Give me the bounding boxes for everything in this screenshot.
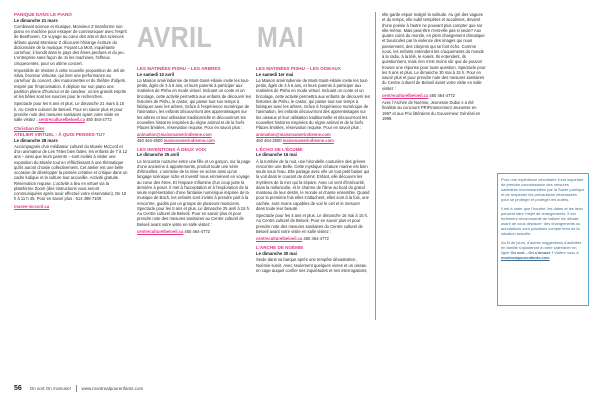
- page-footer: [14, 383, 394, 393]
- event-info: Spectacle pour les 6 ans et plus. Le dimanche 21 mars à 15 h. Au Centre culturel de Beloeil. Pour en savoir plus et pour prendre note des mesures sanitaires ayant votre visite en salle visitez :: [14, 101, 125, 123]
- event-title: L'ÉCHO DE L'ÉCUME: [256, 146, 303, 152]
- event-body: Accompagnés d'un médiateur culturel du Musée McCord et d'un animateur de Les Tétes bien faites, les enfants de 7 à 12 ans – ainsi que leurs parents – sont invités à visiter une exposition du Musée tout en réfléchissant à une thématique qu'ils auront choisie collectivement. Cet atelier est une belle occasion de développer la pensée créative et critique dans un cadre ludique et la culture tout accueillie. Activité gratuite. Réservation requise. L'activité a lieu en virtuel via la plateforme Zoom (des instructions vous seront communiquées après avoir effectué votre réservation). De 10 h à 11 h 45. Pour en savoir plus : 514 398-7100: [14, 143, 128, 202]
- event-body: À la tombée de la nuit, une hirondelle couturière des grèves rencontre une Belle. Cette mystique créature marine est bien seule sous l'eau. Elle partage avec elle un tout petit baiser qui la voit dans le courant de dormir. Enfant, elle découvre les mystères de la mer qui la sépare. Avec un vent d'insécurité, dans la mélancolie, et le charme de l'âme au bord du grand manteau de leur destin, le monde et chante ensemble. Quand pour la première fois elles s'attachent, elles sont à la fois, une cachée, sont moins capables de voir le ciel et le mesurer dans toute leur beauté.: [256, 158, 370, 211]
- event-credit: Avec l'Archée de Noémie, Jeunesse Duboi s a été finaliste au concours PRIFinancement Jeunesse en 1997 et aux Prix littéraires du Gouverneur Général en 1999.: [382, 100, 481, 121]
- event-title-main: ATELIER VIRTUEL : À QUOI PENSES-TU?: [14, 131, 105, 137]
- event-phone: 450 464-2500: [256, 137, 282, 143]
- event-title: LES MATINÉES PISHU – LES ARBRES: [137, 66, 221, 71]
- event-email-link[interactable]: animation@maisonamerindienne.com: [256, 132, 331, 138]
- info-changes: Il est à noter que l'horaire, les dates et les lieux peuvent faire l'objet de changements. Il est fortement recommandé de valider les détails avant de vous déplacer: des changements ou annulations sont possibles compte tenu de la situation actuelle.: [501, 205, 583, 237]
- info-more-text: Au fil de jours, d'autres suggestions d'activités en famille s'ajouteront à notre calendrier en ligne: [501, 240, 582, 256]
- event-body: elle garde espoir malgré la solitude. Au gré des vagues et du temps, elle subit tempêtes et accalmies, devient d'une poésie à l'autre ne pouvant plus compter que sur elle-même. Mais peut-être n'est-elle pas si seule? Aux quatre coins du monde, en plein changement climatique et bouscules par la violence des images qui nous parviennent, des citoyens qui se font écho. Comme nous, les enfants entendent les craquements du monde à la radio, à la télé, le soient. Ils entendent, ils questionnent, mais rien n'est moins sûr que de pouvoir trouver une réponse pour toute question. Spectacle pour les 5 ans et plus. Le dimanche 30 mai à 15 h. Pour en savoir plus et pour prendre note des mesures sanitaires du Centre culturel de Beloeil avant votre visite en salle visitez :: [382, 12, 486, 91]
- event-phone: 450 464-2500: [137, 137, 163, 143]
- event-link[interactable]: maisonamerindienne.com: [163, 137, 215, 143]
- event-phone: 450 464-4772: [303, 236, 329, 242]
- event-link[interactable]: maisonamerindienne.com: [282, 137, 334, 143]
- event-email-link[interactable]: animation@maisonamerindienne.com: [137, 132, 212, 138]
- footer-website[interactable]: www.montrealpourenfants.com: [81, 385, 144, 391]
- column-4: [382, 12, 486, 123]
- column-1: [14, 12, 128, 211]
- event-body: [14, 101, 128, 122]
- event-body: La rencontre nocturne entre une fille et un garçon, sur la page d'une ancienne à appartements, produit toute une série d'étincelles. L'onirisme de la mise en scène ainsi qu'un langage scénique riche et inventif nous emmènent en voyage au cœur des êtres. Et l'espace s'illumine d'un coup juste la dernière à poser. Il met à l'acceptation et à l'exploration de la seule représentation d'une fantaisie numérique inspirée de la musique de Bach, les enfants sont invités à prendre part à la rencontre, guidés par un groupe de plusieurs musiciens. Spectacle pour les 5 ans et plus. Le dimanche 25 avril à 15 h. Au Centre culturel de Beloeil. Pour en savoir plus et pour prendre note des mesures sanitaires au Centre culturel de Beloeil avant votre visite en salle visitez :: [137, 158, 251, 227]
- info-link[interactable]: montrealpourenfants.com: [501, 255, 550, 261]
- month-heading-mai: MAI: [257, 22, 305, 54]
- event-body: Impossible de résister à cette nouvelle proposition de Jeli de Silva, brocteur virtuose, qui livre une performance au carrefour du concert, des marionnettes et du théâtre d'objets. Inspiré par l'improvisation. Il déploie sur son piano une partition pleine d'humour et de candeur, où les grands esprits et les bêtes sont les sources pour le recherches.: [14, 67, 126, 100]
- event-date: Le dimanche 21 mars: [14, 17, 58, 23]
- event-phone: 450 464-4772: [184, 228, 210, 234]
- publication-name: On sort On s'amuse!: [29, 385, 71, 391]
- event-body: Spectacle pour les 4 ans et plus. Le dimanche 16 mai à 15 h. Au Centre culturel de Beloeil. Pour en savoir plus et pour prendre note des mesures sanitaires du Centre culturel de Beloeil avant votre visite en salle visitez :: [256, 213, 369, 234]
- event-date: Le dimanche 28 mars: [14, 137, 58, 143]
- event-date: Le dimanche 25 avril: [137, 152, 180, 158]
- event-link[interactable]: centreculturelbeloeil.ca: [38, 117, 85, 123]
- event-link[interactable]: centreculturelbeloeil.ca: [137, 228, 184, 234]
- event-date: Le dimanche 16 mai: [256, 152, 297, 158]
- event-link[interactable]: centreculturelbeloeil.ca: [256, 236, 303, 242]
- event-date: Le samedi 10 avril: [137, 71, 175, 77]
- info-box: [497, 173, 589, 306]
- event-link[interactable]: musee-mccord.ca: [14, 203, 50, 209]
- event-title: LES MATINÉES PISHU – LES OISEAUX: [256, 66, 341, 71]
- event-subtitle: Christian Dior: [14, 126, 45, 132]
- event-body: La Maison amérindienne de Mont-Saint-Hilaire invite les tout-petits, âgés de 3 à 6 ans, et leurs parents à participer aux matinées de Pishu en mode virtuel. Incluant un conte et un bricolage, cette activité permettra aux enfants de découvrir les histoires de Pishu, le castor, qui passe tout son temps à fabriquer avec les arbres. Grâce à l'expérience numérique de l'animation, les enfants découvriront des apprentissages sur les oiseaux et leur utilisation traditionnelle et découvriront les nouvelles histoires inspirées du règne animal et de la forêt. Places limitées, réservation requise. Pour en savoir plus :: [256, 77, 370, 131]
- info-visit: Visitez nous à: [554, 250, 579, 256]
- column-mai: [256, 66, 370, 275]
- event-link[interactable]: centreculturelbeloeil.ca: [382, 92, 429, 98]
- month-heading-avril: AVRIL: [137, 22, 213, 54]
- event-phone: 450 464-4772: [86, 117, 112, 123]
- event-body: Seule dans sa barque après une tempête dévastatrice, Noémie survit. Avec seulement quelques vivres et un oiseau en cage auquel confier ses inquiétudes et ses interrogations,: [256, 257, 368, 273]
- footer-separator: [76, 385, 77, 392]
- column-avril: [137, 66, 251, 236]
- event-title: [14, 126, 128, 137]
- column-divider: [375, 12, 376, 320]
- event-date: Le samedi 1er mai: [256, 71, 294, 77]
- info-safety: Pour une expérience sécuritaire il est important de prendre connaissance des mesures sanitaires recommandées par la Santé publique et de respecter les précautions nécessaires pour se protéger et protéger les autres.: [501, 177, 585, 203]
- event-body: Combinant science et musique, Monsieur Z transforme son piano en machine pour essayer de communiquer avec l'esprit de Beethoven. Ce voyage au cœur des arts et des sciences débute quand Monsieur Z découvre l'étrange écriture du dictionnaire de la musique. Fuyant La Mort, inquiétante carrefour, il bondit dans le pays des âmes perdues et du jeu. L'entreprise sans façon de Jo les machines, l'affreux cinquecentes, pour un ultime concert.: [14, 23, 127, 66]
- event-date: Le dimanche 30 mai: [256, 251, 297, 257]
- page-number: 56: [14, 384, 22, 392]
- info-more: [501, 240, 585, 260]
- event-title: PANIQUE DANS LE PIANO: [14, 12, 72, 17]
- event-phone: 450 464-4772: [429, 92, 455, 98]
- event-title: L'ARCHE DE NOÉMIE: [256, 245, 304, 251]
- info-brand: On sort…On s'amuse !: [510, 250, 553, 256]
- event-title: LES INVENTIONS À DEUX VOIX: [137, 146, 207, 152]
- event-body: La Maison amérindienne de Mont-Saint-Hilaire invite les tout-petits, âgés de 3 à 6 ans, et leurs parents à participer aux matinées de Pishu en mode virtuel. Incluant un conte et un bricolage, cette activité permettra aux enfants de découvrir les histoires de Pishu, le castor, qui passe tout son temps à fabriquer avec les arbres. Grâce à l'expérience numérique de l'animation, les enfants découvriront des apprentissages sur les arbres et leur utilisation traditionnelle et découvriront les nouvelles histoires inspirées du règne animal et de la forêt. Places limitées, réservation requise. Pour en savoir plus :: [137, 77, 251, 131]
